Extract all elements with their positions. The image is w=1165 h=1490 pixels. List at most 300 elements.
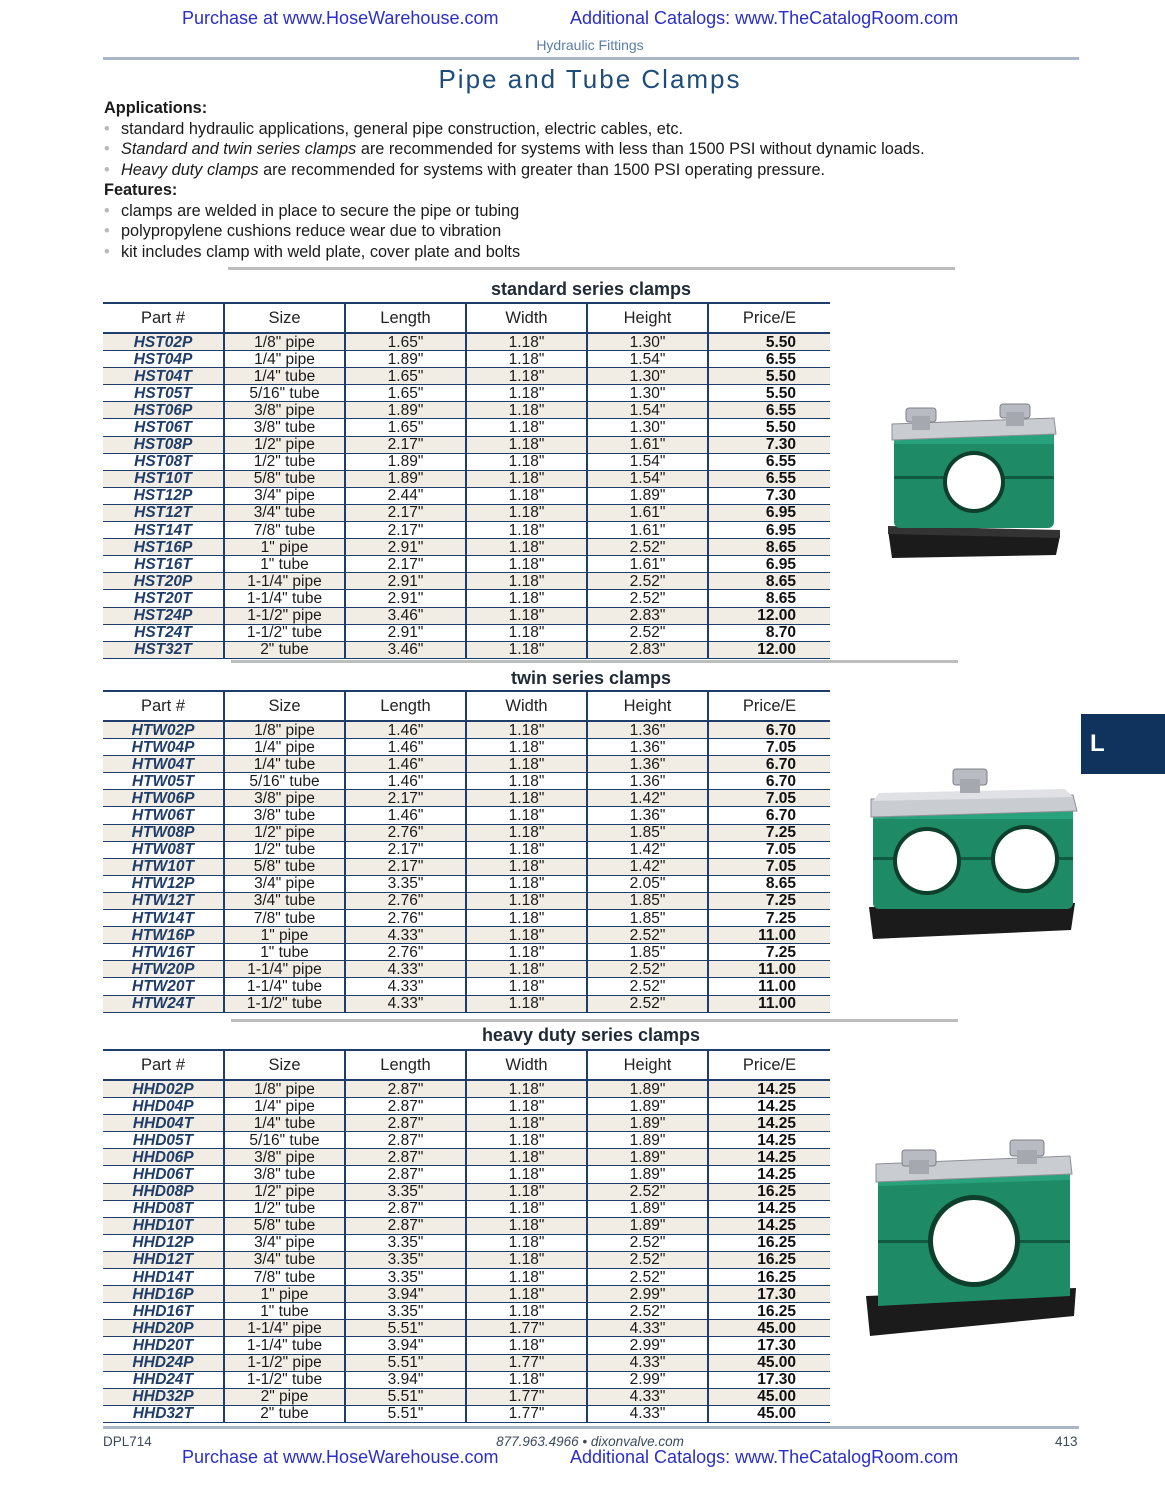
part-number-cell: HTW05T: [103, 773, 224, 790]
length-cell: 2.17": [345, 522, 466, 539]
height-cell: 1.30": [587, 333, 708, 351]
width-cell: 1.18": [466, 351, 587, 368]
height-cell: 2.99": [587, 1286, 708, 1303]
bullet-text: standard hydraulic applications, general pipe construction, electric cables, etc.: [121, 119, 684, 138]
height-cell: 2.52": [587, 978, 708, 995]
size-cell: 1-1/4" tube: [224, 590, 345, 607]
size-cell: 3/8" tube: [224, 419, 345, 436]
part-number-cell: HHD20P: [103, 1320, 224, 1337]
price-cell: 14.25: [708, 1200, 830, 1217]
column-header-size: Size: [224, 691, 345, 721]
part-number-cell: HTW16P: [103, 927, 224, 944]
table-row: [103, 1166, 830, 1183]
height-cell: 1.89": [587, 1132, 708, 1149]
length-cell: 5.51": [345, 1354, 466, 1371]
part-number-cell: HTW04T: [103, 756, 224, 773]
height-cell: 2.52": [587, 995, 708, 1012]
heavy-duty-series-title: heavy duty series clamps: [481, 1025, 701, 1045]
table-row: [103, 1354, 830, 1371]
width-cell: 1.18": [466, 739, 587, 756]
part-number-cell: HHD05T: [103, 1132, 224, 1149]
price-cell: 16.25: [708, 1234, 830, 1251]
price-cell: 7.25: [708, 944, 830, 961]
length-cell: 4.33": [345, 927, 466, 944]
length-cell: 2.87": [345, 1217, 466, 1234]
part-number-cell: HHD12T: [103, 1251, 224, 1268]
width-cell: 1.18": [466, 573, 587, 590]
bullet-text: clamps are welded in place to secure the pipe or tubing: [121, 201, 520, 220]
part-number-cell: HHD04T: [103, 1115, 224, 1132]
size-cell: 1-1/2" pipe: [224, 607, 345, 624]
width-cell: 1.18": [466, 961, 587, 978]
table-row: [103, 1217, 830, 1234]
price-cell: 6.70: [708, 773, 830, 790]
part-number-cell: HST08P: [103, 436, 224, 453]
size-cell: 1/4" pipe: [224, 1098, 345, 1115]
width-cell: 1.18": [466, 944, 587, 961]
table-row: [103, 1405, 830, 1422]
bullet-icon: •: [104, 201, 110, 220]
bullet-icon: •: [104, 140, 110, 158]
price-cell: 45.00: [708, 1354, 830, 1371]
length-cell: 1.46": [345, 756, 466, 773]
purchase-link[interactable]: Purchase at www.HoseWarehouse.com: [182, 8, 499, 28]
length-cell: 4.33": [345, 978, 466, 995]
price-cell: 5.50: [708, 385, 830, 402]
bottom-link-bar: [0, 1447, 1165, 1473]
height-cell: 1.85": [587, 892, 708, 909]
part-number-cell: HST24P: [103, 607, 224, 624]
width-cell: 1.18": [466, 1166, 587, 1183]
part-number-cell: HTW06T: [103, 807, 224, 824]
price-cell: 6.55: [708, 470, 830, 487]
part-number-cell: HHD24T: [103, 1371, 224, 1388]
width-cell: 1.18": [466, 995, 587, 1012]
length-cell: 1.65": [345, 419, 466, 436]
width-cell: 1.18": [466, 892, 587, 909]
bullet-item: [104, 139, 1064, 160]
part-number-cell: HTW16T: [103, 944, 224, 961]
length-cell: 3.94": [345, 1371, 466, 1388]
price-cell: 7.25: [708, 824, 830, 841]
twin-series-title: twin series clamps: [510, 668, 672, 688]
size-cell: 5/8" tube: [224, 858, 345, 875]
size-cell: 3/8" pipe: [224, 790, 345, 807]
table-row: [103, 470, 830, 487]
price-cell: 11.00: [708, 961, 830, 978]
length-cell: 1.65": [345, 385, 466, 402]
length-cell: 1.89": [345, 351, 466, 368]
column-header-width: Width: [466, 303, 587, 333]
part-number-cell: HHD06P: [103, 1149, 224, 1166]
column-header-length: Length: [345, 691, 466, 721]
footer-rule: [103, 1426, 1079, 1429]
catalog-link[interactable]: Additional Catalogs: www.TheCatalogRoom.com: [570, 8, 959, 28]
size-cell: 3/4" pipe: [224, 875, 345, 892]
height-cell: 4.33": [587, 1388, 708, 1405]
column-header-width: Width: [466, 691, 587, 721]
length-cell: 2.76": [345, 944, 466, 961]
price-cell: 7.05: [708, 790, 830, 807]
size-cell: 3/8" pipe: [224, 402, 345, 419]
width-cell: 1.77": [466, 1320, 587, 1337]
price-cell: 7.25: [708, 892, 830, 909]
length-cell: 1.46": [345, 721, 466, 739]
height-cell: 2.52": [587, 927, 708, 944]
table-row: [103, 721, 830, 739]
page-title: Pipe and Tube Clamps: [438, 64, 742, 94]
height-cell: 4.33": [587, 1354, 708, 1371]
width-cell: 1.18": [466, 1251, 587, 1268]
length-cell: 2.17": [345, 858, 466, 875]
price-cell: 12.00: [708, 607, 830, 624]
size-cell: 1/2" tube: [224, 1200, 345, 1217]
width-cell: 1.18": [466, 790, 587, 807]
width-cell: 1.18": [466, 927, 587, 944]
height-cell: 1.89": [587, 1115, 708, 1132]
length-cell: 2.87": [345, 1132, 466, 1149]
part-number-cell: HTW24T: [103, 995, 224, 1012]
table-row: [103, 995, 830, 1012]
part-number-cell: HST14T: [103, 522, 224, 539]
part-number-cell: HHD08P: [103, 1183, 224, 1200]
part-number-cell: HST16P: [103, 539, 224, 556]
price-cell: 6.55: [708, 453, 830, 470]
width-cell: 1.18": [466, 385, 587, 402]
table-row: [103, 1388, 830, 1405]
width-cell: 1.77": [466, 1388, 587, 1405]
price-cell: 16.25: [708, 1303, 830, 1320]
price-cell: 45.00: [708, 1405, 830, 1422]
height-cell: 2.05": [587, 875, 708, 892]
length-cell: 2.76": [345, 892, 466, 909]
length-cell: 1.46": [345, 807, 466, 824]
bullet-icon: •: [104, 222, 110, 240]
standard-series-title: standard series clamps: [490, 279, 692, 299]
table-row: [103, 487, 830, 504]
size-cell: 2" pipe: [224, 1388, 345, 1405]
part-number-cell: HST10T: [103, 470, 224, 487]
size-cell: 3/8" tube: [224, 1166, 345, 1183]
height-cell: 2.99": [587, 1337, 708, 1354]
part-number-cell: HST05T: [103, 385, 224, 402]
part-number-cell: HTW06P: [103, 790, 224, 807]
table-row: [103, 1251, 830, 1268]
height-cell: 1.89": [587, 1098, 708, 1115]
price-cell: 8.65: [708, 573, 830, 590]
width-cell: 1.18": [466, 875, 587, 892]
height-cell: 1.85": [587, 824, 708, 841]
size-cell: 1" pipe: [224, 1286, 345, 1303]
size-cell: 1/8" pipe: [224, 1080, 345, 1098]
price-cell: 17.30: [708, 1286, 830, 1303]
height-cell: 1.61": [587, 556, 708, 573]
column-header-part-number: Part #: [103, 691, 224, 721]
length-cell: 2.17": [345, 436, 466, 453]
width-cell: 1.18": [466, 504, 587, 521]
size-cell: 1" tube: [224, 556, 345, 573]
part-number-cell: HHD10T: [103, 1217, 224, 1234]
part-number-cell: HHD16T: [103, 1303, 224, 1320]
table-header-row: [103, 1050, 830, 1080]
part-number-cell: HTW12P: [103, 875, 224, 892]
price-cell: 6.70: [708, 807, 830, 824]
length-cell: 3.94": [345, 1337, 466, 1354]
width-cell: 1.18": [466, 641, 587, 658]
price-cell: 6.55: [708, 402, 830, 419]
height-cell: 1.89": [587, 1200, 708, 1217]
width-cell: 1.18": [466, 436, 587, 453]
width-cell: 1.18": [466, 539, 587, 556]
price-cell: 14.25: [708, 1166, 830, 1183]
header-rule: [103, 57, 1079, 60]
width-cell: 1.18": [466, 419, 587, 436]
length-cell: 3.35": [345, 1183, 466, 1200]
size-cell: 1/8" pipe: [224, 721, 345, 739]
height-cell: 1.89": [587, 1166, 708, 1183]
page-number: 413: [1055, 1434, 1078, 1449]
size-cell: 5/16" tube: [224, 385, 345, 402]
length-cell: 3.35": [345, 1303, 466, 1320]
column-header-length: Length: [345, 1050, 466, 1080]
length-cell: 3.35": [345, 1234, 466, 1251]
length-cell: 5.51": [345, 1320, 466, 1337]
length-cell: 4.33": [345, 995, 466, 1012]
width-cell: 1.18": [466, 1132, 587, 1149]
column-header-length: Length: [345, 303, 466, 333]
size-cell: 1/4" pipe: [224, 351, 345, 368]
length-cell: 2.91": [345, 539, 466, 556]
length-cell: 3.94": [345, 1286, 466, 1303]
column-header-height: Height: [587, 1050, 708, 1080]
height-cell: 1.85": [587, 910, 708, 927]
bullet-item: [104, 160, 1064, 181]
part-number-cell: HST04T: [103, 368, 224, 385]
part-number-cell: HTW08P: [103, 824, 224, 841]
length-cell: 3.35": [345, 1269, 466, 1286]
height-cell: 1.36": [587, 756, 708, 773]
catalog-link[interactable]: Additional Catalogs: www.TheCatalogRoom.com: [570, 1447, 959, 1467]
height-cell: 1.61": [587, 436, 708, 453]
size-cell: 1/2" pipe: [224, 824, 345, 841]
price-cell: 6.55: [708, 351, 830, 368]
width-cell: 1.18": [466, 1217, 587, 1234]
price-cell: 45.00: [708, 1320, 830, 1337]
size-cell: 1-1/2" tube: [224, 1371, 345, 1388]
category-label: Hydraulic Fittings: [536, 37, 644, 53]
size-cell: 2" tube: [224, 1405, 345, 1422]
size-cell: 1/2" tube: [224, 453, 345, 470]
height-cell: 4.33": [587, 1405, 708, 1422]
width-cell: 1.18": [466, 1200, 587, 1217]
size-cell: 1/2" pipe: [224, 436, 345, 453]
height-cell: 2.52": [587, 1269, 708, 1286]
length-cell: 2.87": [345, 1098, 466, 1115]
table-row: [103, 504, 830, 521]
table-row: [103, 1149, 830, 1166]
purchase-link[interactable]: Purchase at www.HoseWarehouse.com: [182, 1447, 499, 1467]
part-number-cell: HHD20T: [103, 1337, 224, 1354]
width-cell: 1.18": [466, 487, 587, 504]
column-header-size: Size: [224, 303, 345, 333]
height-cell: 2.52": [587, 539, 708, 556]
size-cell: 2" tube: [224, 641, 345, 658]
size-cell: 1-1/4" tube: [224, 1337, 345, 1354]
column-header-width: Width: [466, 1050, 587, 1080]
length-cell: 1.65": [345, 368, 466, 385]
height-cell: 1.42": [587, 790, 708, 807]
length-cell: 3.46": [345, 607, 466, 624]
width-cell: 1.18": [466, 470, 587, 487]
table-row: [103, 539, 830, 556]
size-cell: 5/8" tube: [224, 1217, 345, 1234]
size-cell: 3/4" tube: [224, 1251, 345, 1268]
height-cell: 2.52": [587, 1183, 708, 1200]
standard-series-table: [103, 302, 830, 659]
column-header-price: Price/E: [708, 1050, 830, 1080]
table-row: [103, 1098, 830, 1115]
table-row: [103, 368, 830, 385]
height-cell: 2.99": [587, 1371, 708, 1388]
height-cell: 1.85": [587, 944, 708, 961]
heavy-duty-clamp-image: [864, 1136, 1079, 1346]
table-row: [103, 858, 830, 875]
table-row: [103, 773, 830, 790]
price-cell: 14.25: [708, 1115, 830, 1132]
size-cell: 3/4" pipe: [224, 1234, 345, 1251]
section-rule: [231, 1019, 958, 1022]
table-header-row: [103, 691, 830, 721]
length-cell: 2.87": [345, 1115, 466, 1132]
length-cell: 2.91": [345, 573, 466, 590]
width-cell: 1.18": [466, 1371, 587, 1388]
part-number-cell: HHD24P: [103, 1354, 224, 1371]
height-cell: 1.30": [587, 368, 708, 385]
length-cell: 5.51": [345, 1388, 466, 1405]
price-cell: 5.50: [708, 419, 830, 436]
section-tab[interactable]: L: [1081, 714, 1165, 774]
bullet-text: polypropylene cushions reduce wear due to vibration: [121, 222, 502, 240]
size-cell: 5/16" tube: [224, 1132, 345, 1149]
table-row: [103, 351, 830, 368]
width-cell: 1.18": [466, 1115, 587, 1132]
length-cell: 2.17": [345, 504, 466, 521]
size-cell: 1" pipe: [224, 539, 345, 556]
price-cell: 7.05: [708, 858, 830, 875]
width-cell: 1.18": [466, 607, 587, 624]
size-cell: 1-1/4" pipe: [224, 961, 345, 978]
width-cell: 1.18": [466, 556, 587, 573]
features-heading: Features:: [104, 181, 178, 199]
price-cell: 7.05: [708, 841, 830, 858]
size-cell: 1/2" pipe: [224, 1183, 345, 1200]
table-row: [103, 573, 830, 590]
price-cell: 7.30: [708, 487, 830, 504]
intro-text: [104, 98, 1064, 262]
width-cell: 1.18": [466, 978, 587, 995]
height-cell: 1.36": [587, 739, 708, 756]
height-cell: 1.36": [587, 807, 708, 824]
length-cell: 2.87": [345, 1149, 466, 1166]
length-cell: 1.89": [345, 453, 466, 470]
part-number-cell: HST08T: [103, 453, 224, 470]
price-cell: 6.95: [708, 504, 830, 521]
width-cell: 1.18": [466, 1149, 587, 1166]
table-row: [103, 1115, 830, 1132]
table-row: [103, 419, 830, 436]
height-cell: 1.89": [587, 1149, 708, 1166]
height-cell: 1.30": [587, 385, 708, 402]
width-cell: 1.18": [466, 824, 587, 841]
table-row: [103, 624, 830, 641]
part-number-cell: HST20T: [103, 590, 224, 607]
width-cell: 1.18": [466, 1080, 587, 1098]
size-cell: 7/8" tube: [224, 522, 345, 539]
column-header-price: Price/E: [708, 303, 830, 333]
price-cell: 14.25: [708, 1098, 830, 1115]
table-row: [103, 961, 830, 978]
bullet-item: [104, 242, 1064, 263]
table-row: [103, 333, 830, 351]
price-cell: 16.25: [708, 1269, 830, 1286]
size-cell: 5/16" tube: [224, 773, 345, 790]
section-rule: [231, 660, 958, 663]
table-row: [103, 910, 830, 927]
price-cell: 8.70: [708, 624, 830, 641]
bullet-text: are recommended for systems with less than 1500 PSI without dynamic loads.: [356, 140, 925, 158]
part-number-cell: HTW14T: [103, 910, 224, 927]
part-number-cell: HTW02P: [103, 721, 224, 739]
table-row: [103, 590, 830, 607]
column-header-height: Height: [587, 303, 708, 333]
length-cell: 1.89": [345, 470, 466, 487]
height-cell: 2.52": [587, 961, 708, 978]
size-cell: 1/4" tube: [224, 1115, 345, 1132]
table-row: [103, 875, 830, 892]
part-number-cell: HHD14T: [103, 1269, 224, 1286]
bullet-item: [104, 221, 1064, 242]
column-header-height: Height: [587, 691, 708, 721]
part-number-cell: HST04P: [103, 351, 224, 368]
size-cell: 1-1/2" pipe: [224, 1354, 345, 1371]
section-rule: [228, 267, 955, 270]
table-row: [103, 1183, 830, 1200]
length-cell: 2.91": [345, 590, 466, 607]
width-cell: 1.18": [466, 522, 587, 539]
size-cell: 1-1/4" pipe: [224, 1320, 345, 1337]
bullet-icon: •: [104, 119, 110, 138]
price-cell: 11.00: [708, 978, 830, 995]
size-cell: 7/8" tube: [224, 1269, 345, 1286]
applications-heading: Applications:: [104, 99, 208, 117]
part-number-cell: HHD16P: [103, 1286, 224, 1303]
price-cell: 14.25: [708, 1132, 830, 1149]
part-number-cell: HST32T: [103, 641, 224, 658]
table-row: [103, 892, 830, 909]
size-cell: 3/8" tube: [224, 807, 345, 824]
width-cell: 1.18": [466, 368, 587, 385]
length-cell: 2.76": [345, 910, 466, 927]
height-cell: 1.54": [587, 470, 708, 487]
height-cell: 2.52": [587, 1234, 708, 1251]
width-cell: 1.18": [466, 402, 587, 419]
size-cell: 1-1/2" tube: [224, 995, 345, 1012]
table-row: [103, 1286, 830, 1303]
length-cell: 2.87": [345, 1080, 466, 1098]
length-cell: 1.89": [345, 402, 466, 419]
price-cell: 17.30: [708, 1371, 830, 1388]
width-cell: 1.18": [466, 841, 587, 858]
